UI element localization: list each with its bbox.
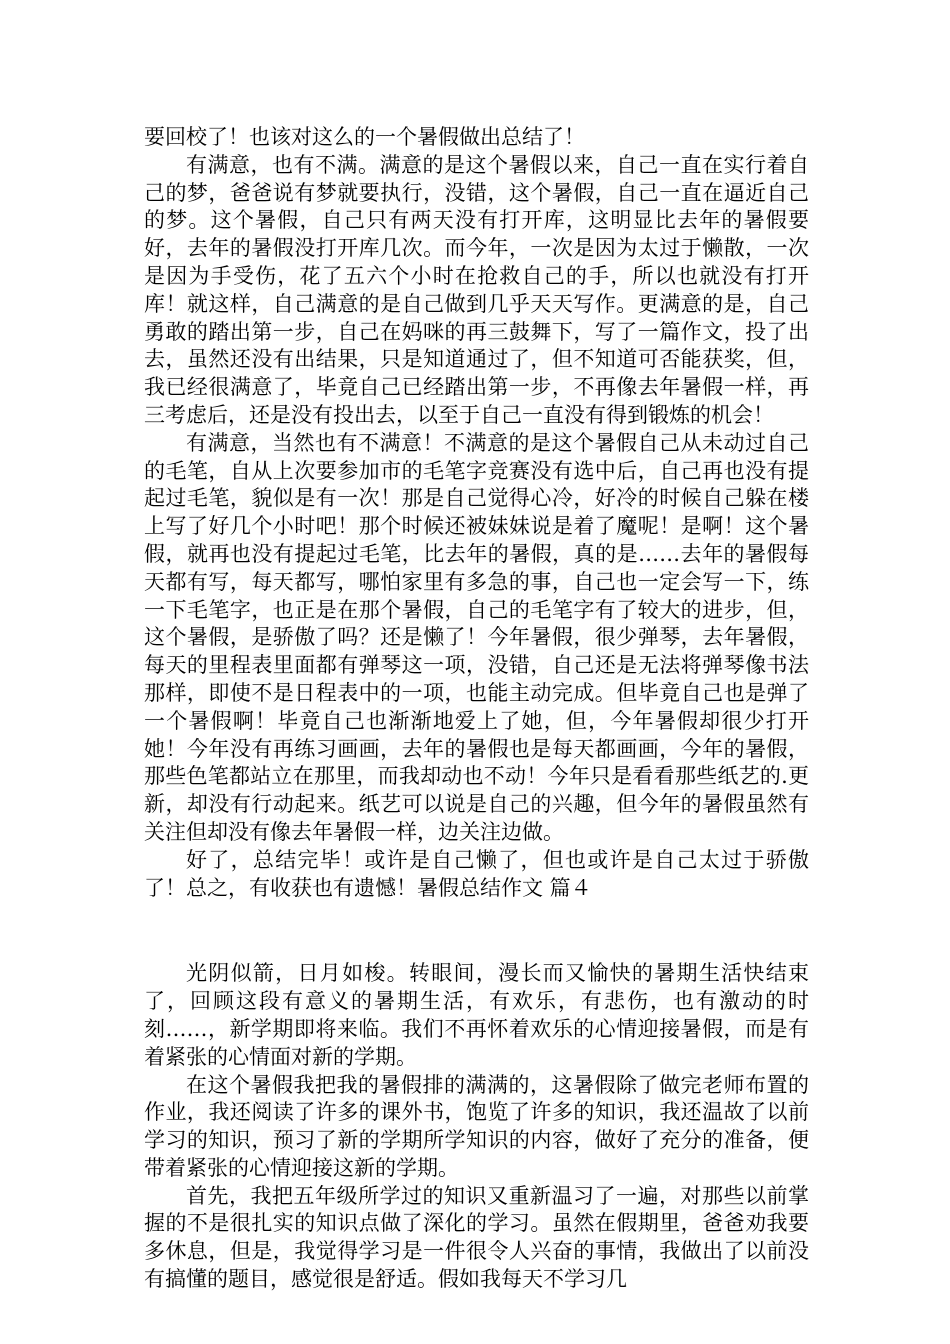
paragraph: 在这个暑假我把我的暑假排的满满的，这暑假除了做完老师布置的作业，我还阅读了许多的课外书，饱览了许多的知识，我还温故了以前学习的知识，预习了新的学期所学知识的内容，做好了充分的准备，便带着紧张的心情迎接这新的学期。 <box>144 1072 809 1180</box>
paragraph: 要回校了！也该对这么的一个暑假做出总结了！ <box>144 125 585 149</box>
paragraph: 光阴似箭，日月如梭。转眼间，漫长而又愉快的暑期生活快结束了，回顾这段有意义的暑期生活，有欢乐，有悲伤，也有激动的时刻……，新学期即将来临。我们不再怀着欢乐的心情迎接暑假，而是有着紧张的心情面对新的学期。 <box>144 961 809 1069</box>
paragraph: 好了，总结完毕！或许是自己懒了，但也或许是自己太过于骄傲了！总之，有收获也有遗憾！暑假总结作文 篇４ <box>144 847 809 900</box>
paragraph: 有满意，也有不满。满意的是这个暑假以来，自己一直在实行着自己的梦，爸爸说有梦就要执行，没错，这个暑假，自己一直在逼近自己的梦。这个暑假，自己只有两天没有打开库，这明显比去年的暑假要好，去年的暑假没打开库几次。而今年，一次是因为太过于懒散，一次是因为手受伤，花了五六个小时在抢救自己的手，所以也就没有打开库！就这样，自己满意的是自己做到几乎天天写作。更满意的是，自己勇敢的踏出第一步，自己在妈咪的再三鼓舞下，写了一篇作文，投了出去，虽然还没有出结果，只是知道通过了，但不知道可否能获奖，但，我已经很满意了，毕竟自己已经踏出第一步，不再像去年暑假一样，再三考虑后，还是没有投出去，以至于自己一直没有得到锻炼的机会！ <box>144 152 809 427</box>
document-body <box>144 124 809 1294</box>
paragraph: 首先，我把五年级所学过的知识又重新温习了一遍，对那些以前掌握的不是很扎实的知识点做了深化的学习。虽然在假期里，爸爸劝我要多休息，但是，我觉得学习是一件很令人兴奋的事情，我做出了以前没有搞懂的题目，感觉很是舒适。假如我每天不学习几 <box>144 1183 809 1292</box>
paragraph: 有满意，当然也有不满意！不满意的是这个暑假自己从未动过自己的毛笔，自从上次要参加市的毛笔字竞赛没有选中后，自己再也没有提起过毛笔，貌似是有一次！那是自己觉得心冷，好冷的时候自己躲在楼上写了好几个小时吧！那个时候还被妹妹说是着了魔呢！是啊！这个暑假，就再也没有提起过毛笔，比去年的暑假，真的是……去年的暑假每天都有写，每天都写，哪怕家里有多急的事，自己也一定会写一下，练一下毛笔字，也正是在那个暑假，自己的毛笔字有了较大的进步，但，这个暑假，是骄傲了吗？还是懒了！今年暑假，很少弹琴，去年暑假，每天的里程表里面都有弹琴这一项，没错，自己还是无法将弹琴像书法那样，即使不是日程表中的一项，也能主动完成。但毕竟自己也是弹了一个暑假啊！毕竟自己也渐渐地爱上了她，但，今年暑假却很少打开她！今年没有再练习画画，去年的暑假也是每天都画画，今年的暑假，那些色笔都站立在那里，而我却动也不动！今年只是看看那些纸艺的.更新，却没有行动起来。纸艺可以说是自己的兴趣，但今年的暑假虽然有关注但却没有像去年暑假一样，边关注边做。 <box>144 430 809 844</box>
paragraph-gap <box>144 902 809 960</box>
